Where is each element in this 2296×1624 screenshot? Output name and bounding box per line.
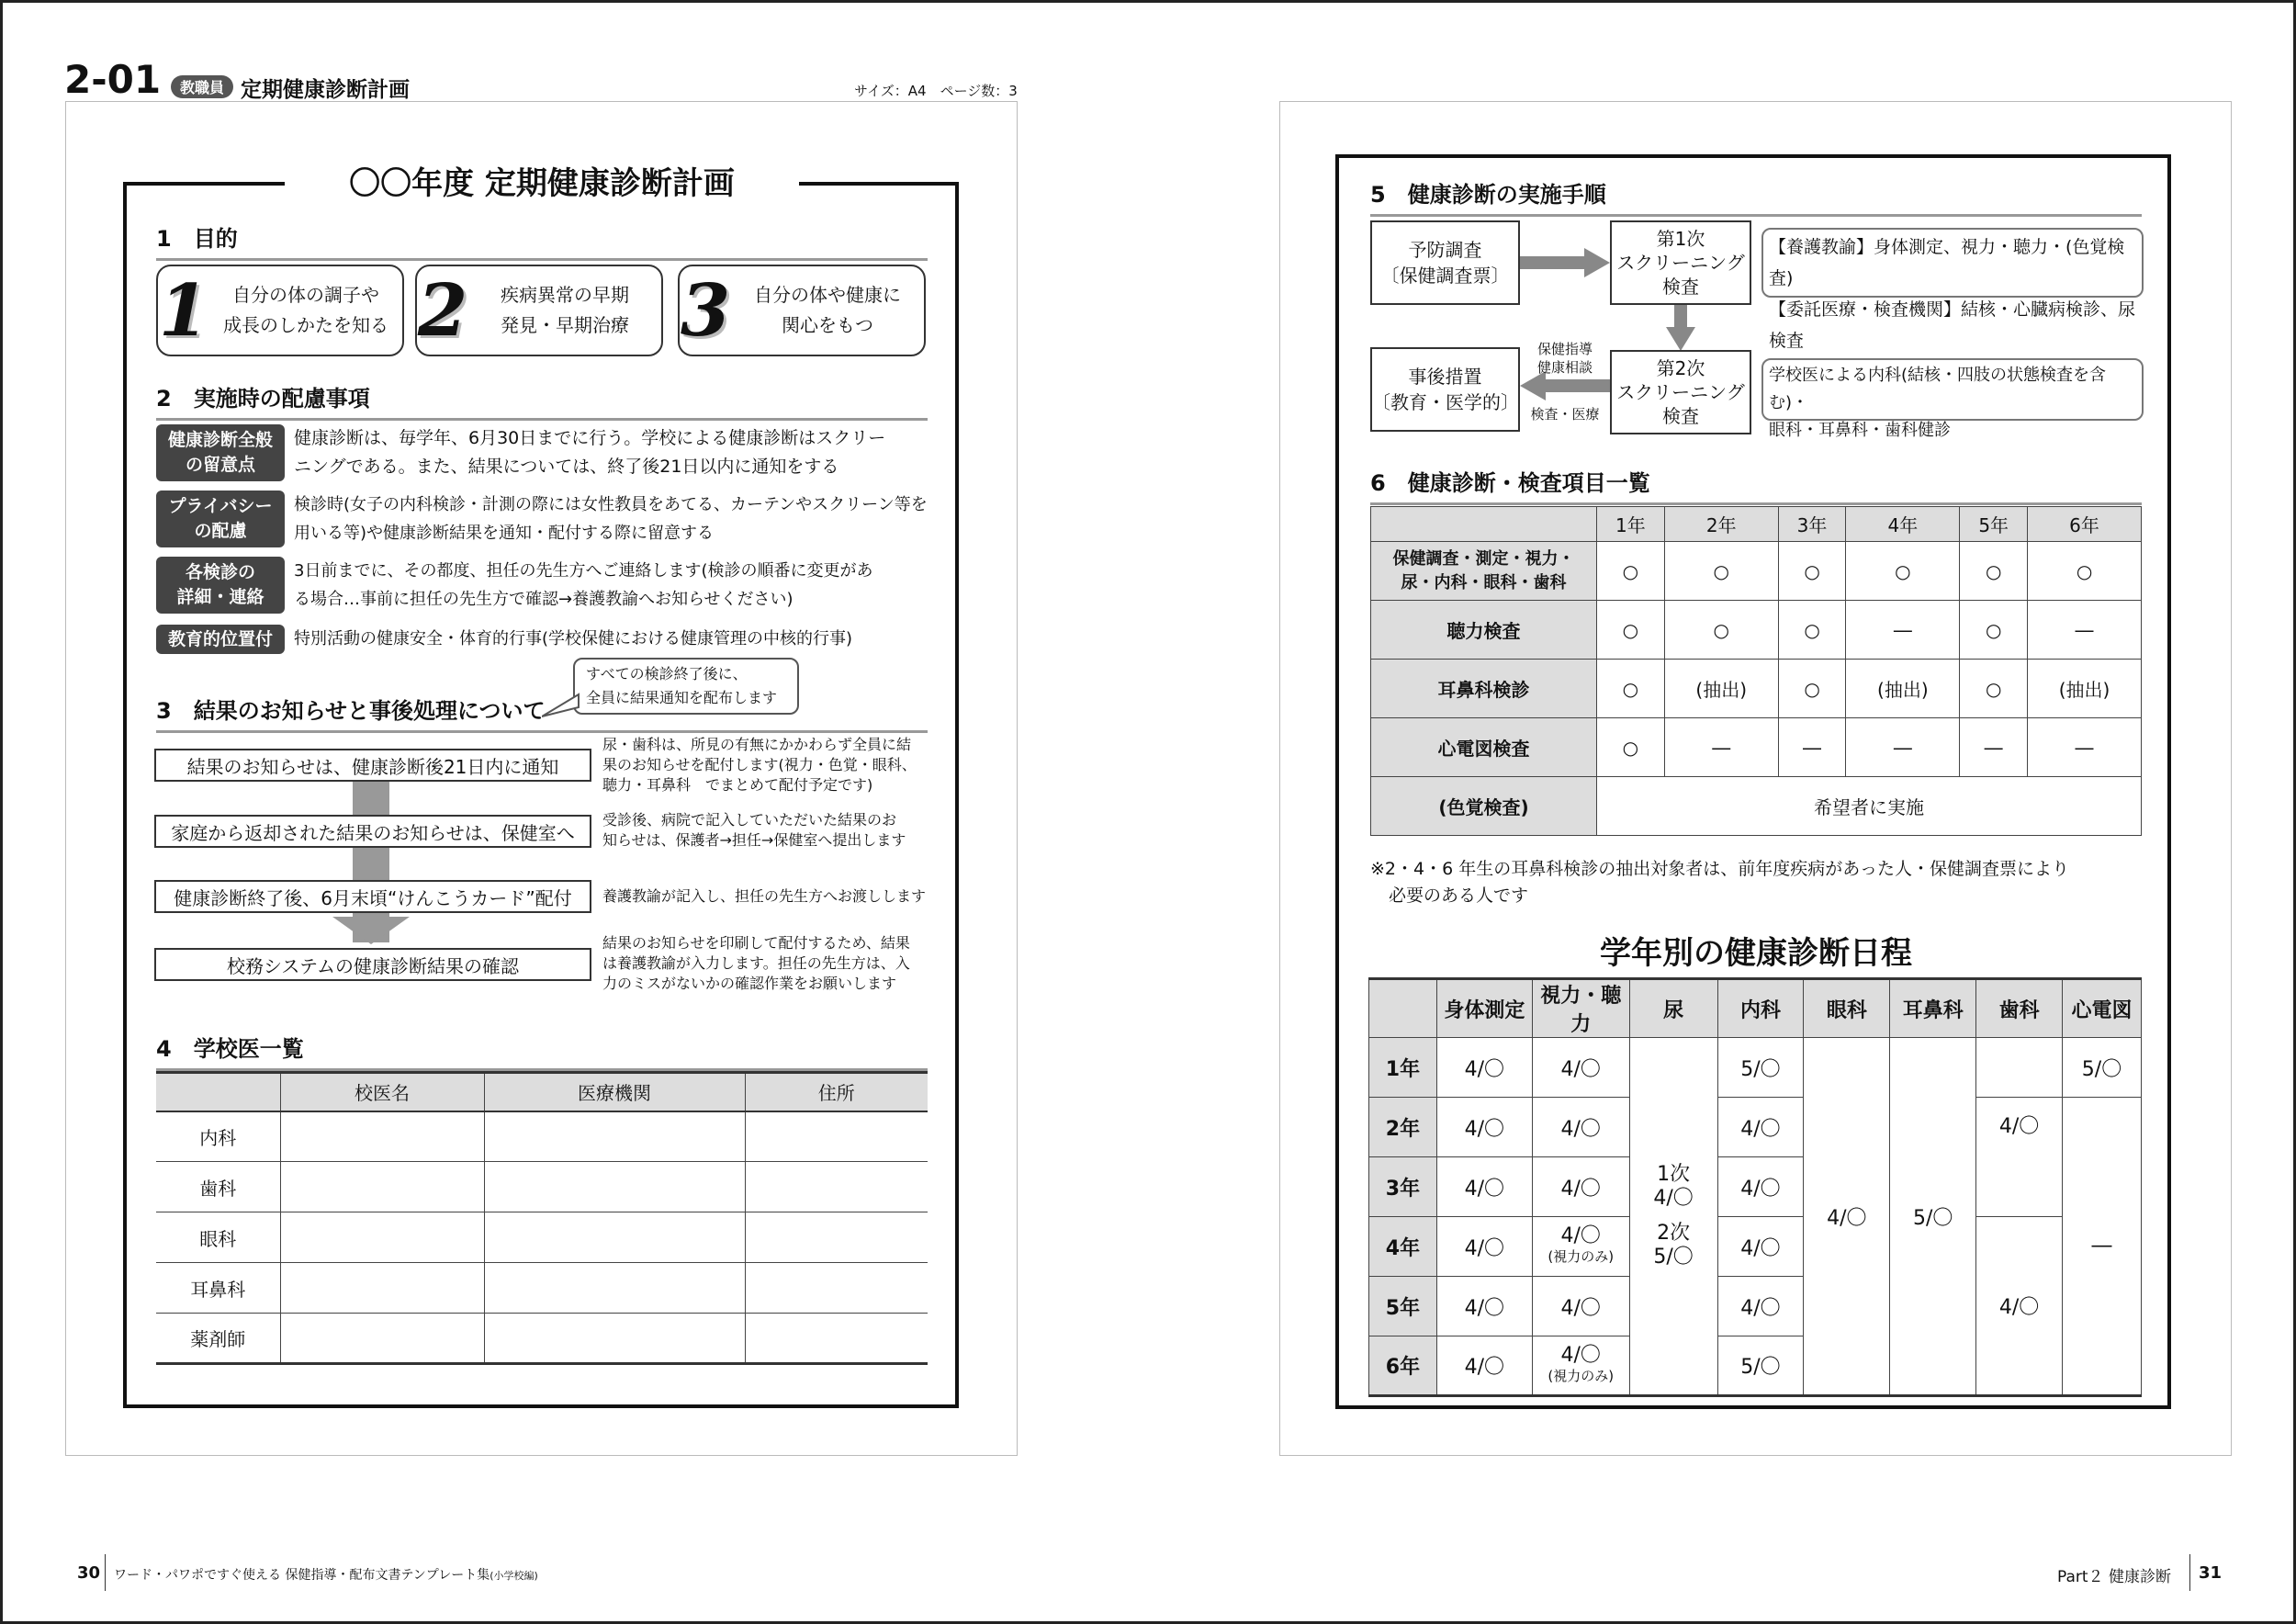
purpose-text: 発見・早期治療 — [501, 314, 629, 336]
left-page-number: 30 — [77, 1563, 101, 1583]
table-cell — [1532, 1336, 1629, 1396]
notice-bubble — [573, 658, 799, 715]
table-cell: 4/〇 — [1532, 1157, 1629, 1217]
tag-line: プライバシー — [168, 496, 273, 516]
table-header — [156, 1073, 280, 1111]
grade-label: 1年 — [1369, 1038, 1437, 1098]
address-cell[interactable] — [745, 1212, 928, 1263]
box-line: 第1次 — [1656, 228, 1705, 250]
section-1-title: 1 目的 — [156, 220, 928, 261]
table-row — [1369, 1098, 2142, 1157]
table-cell: 4/〇 — [1436, 1336, 1532, 1396]
flow-step-note — [602, 933, 910, 994]
template-meta: サイズ：A4 ページ数：3 — [854, 83, 1018, 99]
flow-step-note — [602, 735, 917, 795]
purpose-number: 1 — [158, 268, 209, 353]
text-line: 検診時(女子の内科検診・計測の際には女性教員をあてる、カーテンやスクリーン等を — [294, 495, 928, 514]
arrow-label-guidance — [1525, 340, 1605, 377]
table-cell: ○ — [2028, 542, 2142, 601]
table-cell: 4/〇 — [1532, 1038, 1629, 1098]
text-line: ニングである。また、結果については、終了後21日以内に通知をする — [294, 457, 839, 477]
note-line: 尿・歯科は、所見の有無にかかわらず全員に結 — [602, 736, 912, 753]
table-row — [156, 1314, 928, 1364]
grade-label: 5年 — [1369, 1277, 1437, 1336]
purpose-text: 自分の体の調子や — [232, 284, 379, 306]
table-cell: 4/〇 — [1717, 1277, 1804, 1336]
exam-items-table — [1370, 506, 2142, 836]
screening-2-note — [1761, 358, 2144, 440]
purpose-item-1 — [156, 265, 404, 356]
table-cell: 4/〇 — [1717, 1157, 1804, 1217]
box-line: スクリーニング — [1616, 252, 1745, 274]
right-page-number: 31 — [2199, 1563, 2223, 1583]
document-title: 〇〇年度 定期健康診断計画 — [285, 158, 799, 203]
table-header: 尿 — [1629, 979, 1717, 1038]
institution-cell[interactable] — [484, 1111, 745, 1162]
doctor-name-cell[interactable] — [280, 1162, 484, 1212]
table-cell: ― — [1778, 718, 1846, 777]
address-cell[interactable] — [745, 1162, 928, 1212]
template-title: 定期健康診断計画 — [241, 78, 410, 102]
flow-step-box: 校務システムの健康診断結果の確認 — [154, 948, 591, 981]
consideration-text: 特別活動の健康安全・体育的行事(学校保健における健康管理の中核的行事) — [294, 629, 853, 648]
grade-label: 4年 — [1369, 1217, 1437, 1277]
table-row — [156, 1212, 928, 1263]
doctor-name-cell[interactable] — [280, 1263, 484, 1314]
flow-step-box: 家庭から返却された結果のお知らせは、保健室へ — [154, 815, 591, 848]
institution-cell[interactable] — [484, 1162, 745, 1212]
schedule-table — [1368, 977, 2142, 1397]
table-header: 眼科 — [1804, 979, 1890, 1038]
section-4-title: 4 学校医一覧 — [156, 1031, 928, 1071]
table-header: 視力・聴力 — [1532, 979, 1629, 1038]
table-cell: ○ — [1778, 601, 1846, 660]
bubble-tail — [542, 691, 588, 718]
section-2-title: 2 実施時の配慮事項 — [156, 380, 928, 421]
screening-1-note — [1761, 228, 2144, 351]
table-header: 4年 — [1846, 507, 1960, 542]
table-cell — [1976, 1038, 2063, 1098]
table-header: 2年 — [1664, 507, 1778, 542]
grade-label: 2年 — [1369, 1098, 1437, 1157]
consideration-tag — [156, 557, 285, 614]
flow-step-note: 養護教諭が記入し、担任の先生方へお渡しします — [602, 887, 927, 905]
table-row — [156, 1162, 928, 1212]
address-cell[interactable] — [745, 1111, 928, 1162]
table-cell: ○ — [1597, 542, 1665, 601]
address-cell[interactable] — [745, 1263, 928, 1314]
purpose-number: 3 — [680, 268, 731, 353]
purpose-text: 疾病異常の早期 — [501, 284, 629, 306]
consideration-text — [294, 424, 885, 481]
row-label: 耳鼻科 — [156, 1263, 280, 1314]
table-row — [1371, 601, 2142, 660]
table-cell: ― — [2028, 718, 2142, 777]
footnote-line: ※2・4・6 年生の耳鼻科検診の抽出対象者は、前年度疾病があった人・保健調査票により — [1370, 859, 2070, 879]
box-line: 検査 — [1662, 276, 1699, 298]
note-line: 知らせは、保護者→担任→保健室へ提出します — [602, 831, 906, 849]
note-line: 受診後、病院で記入していただいた結果のお — [602, 811, 897, 829]
part-label: Part２ 健康診断 — [2057, 1568, 2171, 1586]
table-row — [1371, 777, 2142, 836]
grade-label: 3年 — [1369, 1157, 1437, 1217]
book-title — [114, 1565, 538, 1584]
table-header: 住所 — [745, 1073, 928, 1111]
table-cell: 4/〇 — [1532, 1277, 1629, 1336]
institution-cell[interactable] — [484, 1314, 745, 1364]
school-doctor-table — [156, 1071, 928, 1365]
table-cell: 5/〇 — [2063, 1038, 2142, 1098]
label-line: 保健指導 — [1536, 341, 1593, 357]
procedure-box-screening-2 — [1610, 350, 1751, 434]
urine-cell — [1629, 1038, 1717, 1396]
ecg-cell: ― — [2063, 1098, 2142, 1396]
consideration-text — [294, 557, 872, 614]
procedure-box-followup — [1370, 347, 1520, 432]
row-label — [1371, 542, 1597, 601]
purpose-item-2 — [415, 265, 663, 356]
tag-line: 健康診断全般 — [167, 430, 273, 450]
row-label: 薬剤師 — [156, 1314, 280, 1364]
table-cell: ○ — [1846, 542, 1960, 601]
table-cell: ○ — [1960, 660, 2028, 718]
institution-cell[interactable] — [484, 1263, 745, 1314]
table-cell: (抽出) — [1846, 660, 1960, 718]
cell-line: 4/〇 — [1560, 1343, 1601, 1367]
bubble-line: すべての検診終了後に、 — [586, 665, 748, 682]
table-header: 医療機関 — [484, 1073, 745, 1111]
table-cell: ○ — [1778, 660, 1846, 718]
table-cell: ― — [1960, 718, 2028, 777]
section-3-title: 3 結果のお知らせと事後処理について — [156, 693, 928, 733]
note-line: 【養護教諭】身体測定、視力・聴力・(色覚検査) — [1769, 237, 2125, 288]
institution-cell[interactable] — [484, 1212, 745, 1263]
address-cell[interactable] — [745, 1314, 928, 1364]
table-cell: 4/〇 — [1717, 1098, 1804, 1157]
table-header — [1369, 979, 1437, 1038]
eye-cell: 4/〇 — [1804, 1038, 1890, 1396]
table-header: 6年 — [2028, 507, 2142, 542]
box-line: 事後措置 — [1408, 366, 1482, 388]
table-row — [1369, 1038, 2142, 1098]
table-cell: 4/〇 — [1436, 1038, 1532, 1098]
arrow-down — [1666, 305, 1695, 351]
table-cell: ○ — [1960, 601, 2028, 660]
footer-divider — [2189, 1554, 2190, 1591]
doctor-name-cell[interactable] — [280, 1212, 484, 1263]
label-line: 健康相談 — [1536, 359, 1593, 376]
consideration-tag — [156, 424, 285, 481]
table-cell: (抽出) — [1664, 660, 1778, 718]
cell-line: 4/〇 — [1653, 1187, 1694, 1210]
tag-line: の配慮 — [194, 521, 247, 541]
table-row — [1371, 542, 2142, 601]
table-header: 校医名 — [280, 1073, 484, 1111]
box-line: スクリーニング — [1616, 381, 1745, 403]
table-header: 内科 — [1717, 979, 1804, 1038]
tag-line: 詳細・連絡 — [176, 587, 264, 607]
section-6-title: 6 健康診断・検査項目一覧 — [1370, 465, 2142, 505]
tag-line: の留意点 — [185, 455, 255, 475]
exam-footnote — [1370, 856, 2069, 909]
dental-cell: 4/〇 — [1976, 1217, 2063, 1396]
box-line: 検査 — [1662, 405, 1699, 427]
ent-cell: 5/〇 — [1890, 1038, 1976, 1396]
note-line: 眼科・耳鼻科・歯科健診 — [1769, 421, 1951, 440]
table-cell: 4/〇 — [1436, 1157, 1532, 1217]
table-header: 1年 — [1597, 507, 1665, 542]
table-cell: ○ — [1664, 601, 1778, 660]
table-header: 歯科 — [1976, 979, 2063, 1038]
row-label: 内科 — [156, 1111, 280, 1162]
table-header: 3年 — [1778, 507, 1846, 542]
row-label: 聴力検査 — [1371, 601, 1597, 660]
cell-note: (視力のみ) — [1548, 1248, 1615, 1265]
table-cell: ○ — [1597, 601, 1665, 660]
text-line: 用いる等)や健康診断結果を通知・配付する際に留意する — [294, 524, 715, 543]
table-cell: 5/〇 — [1717, 1038, 1804, 1098]
table-header: 5年 — [1960, 507, 2028, 542]
table-row — [156, 1111, 928, 1162]
arrow-right — [1520, 248, 1610, 277]
row-label: 耳鼻科検診 — [1371, 660, 1597, 718]
box-line: 第2次 — [1656, 357, 1705, 379]
table-row — [156, 1263, 928, 1314]
table-cell: 4/〇 — [1436, 1098, 1532, 1157]
footnote-line: 必要のある人です — [1389, 885, 1529, 906]
box-line: 予防調査 — [1408, 239, 1482, 261]
consideration-text — [294, 491, 928, 547]
category-badge: 教職員 — [171, 75, 233, 98]
table-cell: 4/〇 — [1532, 1098, 1629, 1157]
cell-line: 5/〇 — [1653, 1246, 1694, 1269]
arrow-label-medical: 検査・医療 — [1530, 406, 1600, 423]
doctor-name-cell[interactable] — [280, 1111, 484, 1162]
template-code: 2-01 — [64, 57, 162, 102]
table-cell: 5/〇 — [1717, 1336, 1804, 1396]
cell-line: 4/〇 — [1560, 1224, 1601, 1247]
table-cell: ○ — [1664, 542, 1778, 601]
row-label: (色覚検査) — [1371, 777, 1597, 836]
consideration-tag: 教育的位置付 — [156, 625, 285, 654]
consideration-tag — [156, 491, 285, 547]
book-title-text: ワード・パワポですぐ使える 保健指導・配布文書テンプレート集 — [114, 1568, 490, 1583]
table-cell: 希望者に実施 — [1597, 777, 2142, 836]
table-cell: 4/〇 — [1717, 1217, 1804, 1277]
note-line: 力のミスがないかの確認作業をお願いします — [602, 975, 897, 992]
table-cell: ○ — [1597, 718, 1665, 777]
note-line: 結果のお知らせを印刷して配付するため、結果 — [602, 934, 910, 952]
flow-step-note — [602, 810, 906, 851]
table-cell: 4/〇 — [1436, 1217, 1532, 1277]
label-line: 尿・内科・眼科・歯科 — [1401, 572, 1567, 592]
doctor-name-cell[interactable] — [280, 1314, 484, 1364]
note-line: 【委託医療・検査機関】結核・心臓病検診、尿検査 — [1769, 299, 2136, 351]
table-cell: ― — [2028, 601, 2142, 660]
table-cell: ○ — [1960, 542, 2028, 601]
row-label: 心電図検査 — [1371, 718, 1597, 777]
table-row — [1369, 1217, 2142, 1277]
box-line: 〔保健調査票〕 — [1380, 265, 1510, 287]
tag-line: 各検診の — [185, 562, 255, 582]
table-cell: ○ — [1778, 542, 1846, 601]
table-row — [1371, 660, 2142, 718]
table-cell: (抽出) — [2028, 660, 2142, 718]
table-header — [1371, 507, 1597, 542]
text-line: 3日前までに、その都度、担任の先生方へご連絡します(検診の順番に変更があ — [294, 561, 873, 581]
purpose-text: 関心をもつ — [782, 314, 873, 336]
purpose-text: 成長のしかたを知る — [223, 314, 388, 336]
table-cell: ― — [1846, 601, 1960, 660]
schedule-title: 学年別の健康診断日程 — [1600, 935, 1912, 972]
note-line: 果のお知らせを配付します(視力・色覚・眼科、 — [602, 756, 917, 773]
table-cell: ― — [1846, 718, 1960, 777]
book-title-small: (小学校編) — [490, 1570, 538, 1582]
procedure-box-prevention — [1370, 220, 1520, 305]
flow-arrowhead — [332, 917, 410, 944]
table-cell: ― — [1664, 718, 1778, 777]
grade-label: 6年 — [1369, 1336, 1437, 1396]
table-header: 身体測定 — [1436, 979, 1532, 1038]
table-cell — [1532, 1217, 1629, 1277]
table-cell: 4/〇 — [1436, 1277, 1532, 1336]
box-line: 〔教育・医学的〕 — [1372, 391, 1519, 413]
purpose-item-3 — [678, 265, 926, 356]
table-cell: ○ — [1597, 660, 1665, 718]
cell-note: (視力のみ) — [1548, 1367, 1615, 1384]
text-line: 健康診断は、毎学年、6月30日までに行う。学校による健康診断はスクリー — [294, 428, 886, 448]
purpose-number: 2 — [417, 268, 468, 353]
table-row — [1371, 718, 2142, 777]
note-line: 聴力・耳鼻科 でまとめて配付予定です) — [602, 776, 873, 794]
cell-line: 2次 — [1657, 1222, 1691, 1245]
section-5-title: 5 健康診断の実施手順 — [1370, 176, 2142, 217]
label-line: 保健調査・測定・視力・ — [1392, 548, 1575, 569]
purpose-text: 自分の体や健康に — [754, 284, 901, 306]
footer-divider — [105, 1554, 106, 1591]
bubble-line: 全員に結果通知を配布します — [586, 689, 778, 706]
flow-step-box: 健康診断終了後、6月末頃“けんこうカード”配付 — [154, 880, 591, 913]
table-header: 心電図 — [2063, 979, 2142, 1038]
note-line: 学校医による内科(結核・四肢の状態検査を含む)・ — [1769, 366, 2107, 412]
flow-step-box: 結果のお知らせは、健康診断後21日内に通知 — [154, 749, 591, 782]
procedure-box-screening-1 — [1610, 220, 1751, 305]
table-header: 耳鼻科 — [1890, 979, 1976, 1038]
row-label: 歯科 — [156, 1162, 280, 1212]
note-line: は養護教諭が入力します。担任の先生方は、入 — [602, 954, 910, 972]
row-label: 眼科 — [156, 1212, 280, 1263]
text-line: る場合…事前に担任の先生方で確認→養護教諭へお知らせください) — [294, 590, 793, 609]
dental-cell: 4/〇 — [1976, 1098, 2063, 1217]
cell-line: 1次 — [1657, 1163, 1691, 1186]
